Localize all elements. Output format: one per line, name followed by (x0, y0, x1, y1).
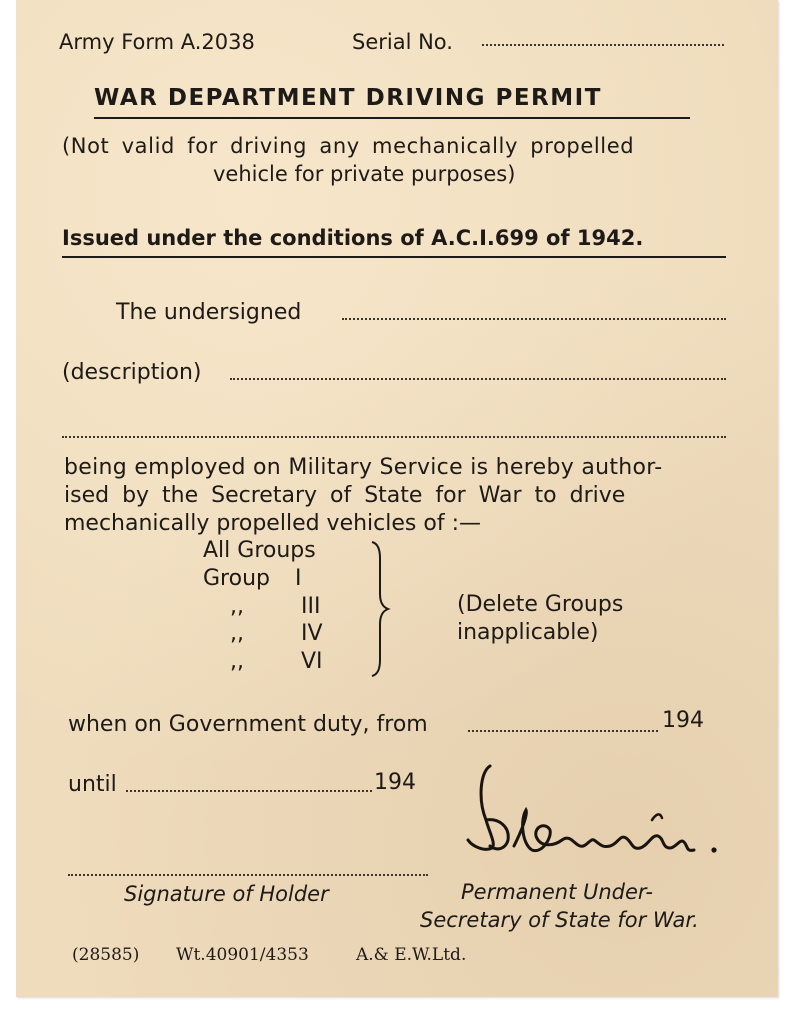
notice-line-2: vehicle for private purposes) (213, 162, 516, 186)
duty-until-line[interactable] (126, 790, 372, 792)
undersigned-line[interactable] (342, 318, 726, 320)
group-label: Group (203, 566, 270, 591)
group-brace-icon (368, 538, 392, 680)
group-ditto-2: ,, (230, 621, 244, 646)
description-line-2[interactable] (62, 436, 726, 438)
title-underline (94, 117, 690, 119)
permit-title: WAR DEPARTMENT DRIVING PERMIT (94, 85, 602, 111)
notice-line-1: (Not valid for driving any mechanically propelled (62, 134, 635, 158)
group-1: I (295, 566, 302, 591)
serial-number-line[interactable] (482, 44, 724, 46)
description-line[interactable] (230, 378, 726, 380)
official-signature-icon (462, 760, 732, 860)
holder-signature-label: Signature of Holder (124, 882, 329, 906)
issued-underline (62, 256, 726, 258)
form-number: Army Form A.2038 (59, 30, 255, 54)
footer-weight: Wt.40901/4353 (176, 945, 309, 965)
group-4: IV (301, 621, 323, 646)
duty-from-line[interactable] (468, 730, 658, 732)
authorisation-line-2: ised by the Secretary of State for War to drive (64, 483, 626, 508)
duty-from-label: when on Government duty, from (68, 712, 428, 737)
holder-signature-line[interactable] (68, 874, 428, 876)
group-ditto-3: ,, (230, 649, 244, 674)
duty-until-label: until (68, 772, 117, 797)
official-title-line-1: Permanent Under- (461, 880, 653, 904)
duty-from-year: 194 (662, 708, 704, 733)
footer-code: (28585) (72, 945, 140, 965)
group-6: VI (301, 649, 323, 674)
group-all: All Groups (203, 538, 316, 563)
description-label: (description) (62, 360, 202, 385)
delete-groups-note-2: inapplicable) (457, 620, 599, 645)
authorisation-line-1: being employed on Military Service is hereby author- (64, 455, 663, 480)
group-3: III (301, 594, 321, 619)
footer-printer: A.& E.W.Ltd. (356, 945, 467, 965)
serial-label: Serial No. (352, 30, 453, 54)
driving-permit-card (16, 0, 778, 997)
group-ditto-1: ,, (230, 594, 244, 619)
official-title-line-2: Secretary of State for War. (420, 908, 699, 932)
duty-until-year: 194 (374, 770, 416, 795)
authorisation-line-3: mechanically propelled vehicles of :— (64, 511, 481, 536)
delete-groups-note-1: (Delete Groups (457, 592, 624, 617)
issued-conditions: Issued under the conditions of A.C.I.699 of 1942. (62, 226, 644, 250)
undersigned-label: The undersigned (116, 300, 302, 325)
